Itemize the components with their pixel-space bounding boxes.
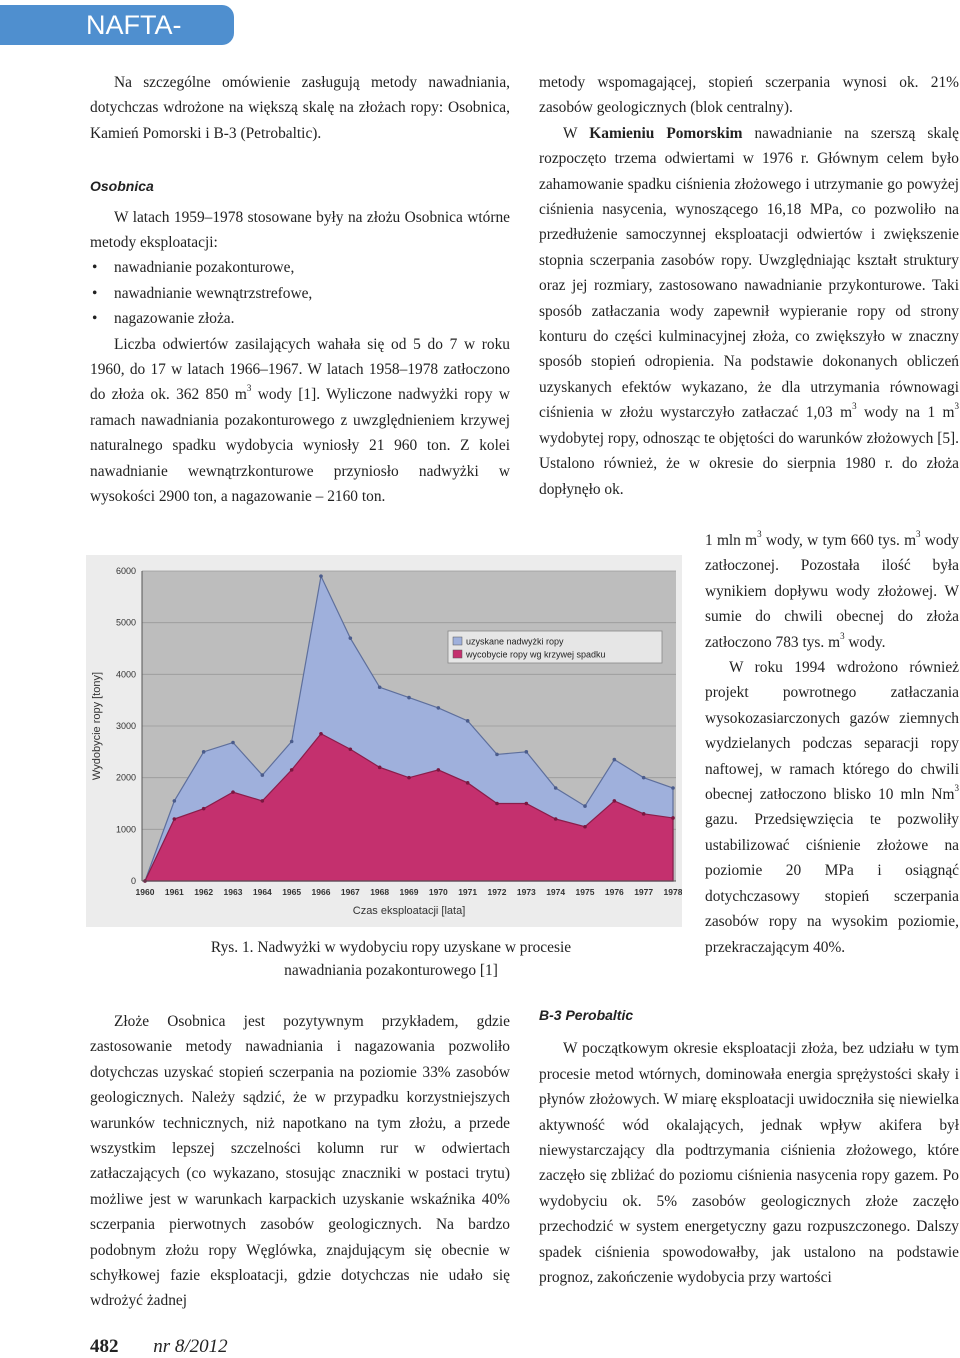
data-point: [613, 758, 617, 762]
kamien-paragraph: W Kamieniu Pomorskim nawadnianie na szerszą skalę rozpoczęto trzema odwiertami w 1976 r. Głównym celem było zahamowanie spadku ciśnienia złożowego i utrzymanie go powyżej ciśnienia nasycenia, wynoszącego 16,18 MPa, co pozwoliło na przedłużenie samoczynnej eksploatacji odwiertów i zwiększenie stopnia sczerpania zasobów ropy. Uwzględniając kształt struktury oraz jej rozmiary, zastosowano nawadnianie przykonturowe. Taki sposób zatłaczania wody zapewnił wypieranie ropy od strony konturu do części kulminacyjnej złoża, co zwiększyło w znaczny sposób stopień odropienia. Na podstawie dokonanych obliczeń uzyskanych efektów wykazano, że dla utrzymania równowagi ciśnienia w złożu wystarczyło zatłaczać 1,03 $m^3$ wody na 1 $m^3$ wydobytej ropy, odnosząc te objętości do warunków złożowych [5]. Ustalono również, że w okresie do sierpnia 1980 r. do złoża dopłynęło ok.: [539, 124, 959, 498]
data-point: [261, 773, 265, 777]
data-point: [202, 750, 206, 754]
figure-caption: [170, 936, 612, 982]
data-point: [554, 786, 558, 790]
data-point: [525, 750, 529, 754]
x-tick-label: 1963: [223, 887, 243, 897]
legend-label: uzyskane nadwyżki ropy: [466, 636, 564, 647]
x-tick-label: 1964: [252, 887, 272, 897]
x-tick-label: 1961: [164, 887, 184, 897]
x-tick-label: 1974: [546, 887, 566, 897]
data-point: [349, 636, 353, 640]
page-footer: [90, 1336, 228, 1358]
data-point: [613, 799, 617, 803]
y-tick-label: 6000: [115, 566, 136, 576]
data-point: [378, 685, 382, 689]
osobnica-summary-paragraph: Złoże Osobnica jest pozytywnym przykładem, gdzie zastosowanie metody nawadniania i nagazowania pozwoliło dotychczas uzyskać stopień sczerpania na poziomie 33% zasobów geologicznych. Należy sądzić, że w przypadku korzystniejszych warunków technicznych, niż napotkano na tym złożu, a przede wszystkim lepszej szczelności kolumn rur w odwiertach zatłaczających (co wykazano, stosując znaczniki w postaci trytu) możliwe jest w warunkach karpackich uzyskanie wskaźnika 40% sczerpania pierwotnych zasobów geologicznych. Na bardzo podobnym złożu ropy Węglówka, znajdującym się obecnie w schyłkowej fazie eksploatacji, gdzie dotychczas nie udało się wdrożyć żadnej: [90, 1013, 510, 1310]
y-tick-label: 2000: [115, 772, 136, 783]
left-column-top: [90, 70, 510, 510]
data-point: [583, 804, 587, 808]
x-tick-label: 1978: [663, 887, 682, 897]
page-number: 482: [90, 1336, 119, 1357]
right-column-narrow: [705, 528, 959, 960]
data-point: [349, 747, 353, 751]
narrow-paragraph-2: W roku 1994 wdrożono również projekt powrotnego zatłaczania wysokozasiarczonych gazów ziemnych wydzielanych podczas separacji ropy naftowej, w ramach którego do chwili obecnej zatłoczono blisko 10 mln Nm$^3$ gazu. Przedsięwzięcia te pozwoliły ustabilizować ciśnienie złożowe na poziomie 20 MPa i osiągnąć dotychczasowy stopień sczerpania zasobów ropy na wysokim poziomie, przekraczającym 40%.: [705, 659, 959, 956]
x-tick-label: 1976: [604, 887, 624, 897]
data-point: [554, 817, 558, 821]
osobnica-heading: Osobnica: [90, 178, 154, 195]
journal-header-tab: NAFTA-GAZ: [0, 5, 234, 45]
data-point: [231, 790, 235, 794]
bullet-item: • nagazowanie złoża.: [90, 306, 510, 331]
bullet-item: • nawadnianie wewnątrzstrefowe,: [90, 281, 510, 306]
right-paragraph-1: metody wspomagającej, stopień sczerpania wynosi ok. 21% zasobów geologicznych (blok centralny).: [539, 74, 959, 117]
data-point: [642, 776, 646, 780]
data-point: [261, 799, 265, 803]
narrow-paragraph-1: 1 mln $m^3$ wody, w tym 660 tys. $m^3$ wody zatłoczonej. Pozostała ilość była wynikiem dopływu wody złożowej. W sumie do chwili obecnej do złoża zatłoczono 783 tys. $m^3$ wody.: [705, 529, 959, 651]
data-point: [290, 740, 294, 744]
legend-swatch: [453, 637, 462, 645]
y-tick-label: 5000: [115, 617, 136, 628]
y-axis-label: Wydobycie ropy [tony]: [91, 671, 103, 781]
data-point: [642, 812, 646, 816]
x-tick-label: 1965: [282, 887, 302, 897]
caption-line-2: nawadniania pozakonturowego [1]: [284, 962, 498, 979]
data-point: [231, 741, 235, 745]
data-point: [466, 781, 470, 785]
x-tick-label: 1977: [634, 887, 654, 897]
osobnica-paragraph-1: W latach 1959–1978 stosowane były na złożu Osobnica wtórne metody eksploatacji:: [90, 208, 510, 252]
data-point: [437, 768, 441, 772]
b3-heading: B-3 Perobaltic: [539, 1007, 634, 1023]
y-tick-label: 0: [130, 876, 136, 886]
x-tick-label: 1973: [516, 887, 536, 897]
data-point: [671, 786, 675, 790]
bottom-right-column: [539, 1003, 959, 1290]
b3-paragraph: W początkowym okresie eksploatacji złoża, bez udziału w tym procesie metod wtórnych, dominowała energia sprężystości skały i płynów złożowych. W miarę eksploatacji uwidoczniła się niewielka aktywność wód okalających, jednak wpływ akifera był niewystarczający dla podtrzymania ciśnienia złożowego, które zaczęło się zbliżać do poziomu ciśnienia nasycenia ropy gazem. Po wydobyciu ok. 5% zasobów geologicznych złoże zaczęło przechodzić w system energetyczny gazu rozpuszczonego. Dalszy spadek ciśnienia spowodowałby, jak ustalono na podstawie prognoz, zakończenie wydobycia przy wartości: [539, 1040, 959, 1287]
data-point: [407, 696, 411, 700]
data-point: [495, 802, 499, 806]
x-tick-label: 1967: [340, 887, 360, 897]
x-axis-label: Czas eksploatacji [lata]: [352, 905, 466, 917]
data-point: [173, 799, 177, 803]
kamien-bold-term: Kamieniu Pomorskim: [589, 124, 743, 142]
x-tick-label: 1962: [194, 887, 214, 897]
data-point: [525, 802, 529, 806]
y-tick-label: 4000: [115, 669, 136, 680]
y-tick-label: 1000: [115, 824, 136, 835]
data-point: [319, 732, 323, 736]
x-tick-label: 1966: [311, 887, 331, 897]
data-point: [495, 753, 499, 757]
osobnica-paragraph-2: Liczba odwiertów zasilających wahała się od 5 do 7 w roku 1960, do 17 w latach 1966–1967. W latach 1958–1978 zatłoczono do złoża ok. 362 850 $m^3$ wody [1]. Wyliczone nadwyżki ropy w ramach nawadniania pozakonturowego z uwzględnieniem krzywej naturalnego spadku wydobycia wyniosły 21 960 ton. Z kolei nawadnianie wewnątrzkonturowe przyniosło nadwyżki w wysokości 2900 ton, a nagazowanie – 2160 ton.: [90, 335, 510, 506]
area-chart-svg: [86, 555, 682, 927]
data-point: [202, 807, 206, 811]
x-tick-label: 1969: [399, 887, 419, 897]
y-tick-label: 3000: [115, 721, 136, 731]
bullet-item: • nawadnianie pozakonturowe,: [90, 255, 510, 280]
data-point: [671, 816, 675, 820]
intro-paragraph: Na szczególne omówienie zasługują metody nawadniania, dotychczas wdrożone na większą skalę na złożach ropy: Osobnica, Kamień Pomorski i B-3 (Petrobaltic).: [90, 74, 510, 142]
x-tick-label: 1970: [428, 887, 448, 897]
x-tick-label: 1960: [135, 887, 155, 897]
data-point: [466, 719, 470, 723]
data-point: [407, 776, 411, 780]
bottom-left-column: [90, 1009, 510, 1314]
caption-line-1: Rys. 1. Nadwyżki w wydobyciu ropy uzyskane w procesie: [210, 939, 572, 956]
right-column-top: [539, 70, 959, 502]
legend-label: wycobycie ropy wg krzywej spadku: [466, 649, 606, 660]
data-point: [378, 766, 382, 770]
x-tick-label: 1968: [370, 887, 390, 897]
legend-swatch: [453, 650, 462, 658]
data-point: [319, 574, 323, 578]
data-point: [290, 768, 294, 772]
x-tick-label: 1972: [487, 887, 507, 897]
data-point: [173, 817, 177, 821]
x-tick-label: 1975: [575, 887, 595, 897]
x-tick-label: 1971: [458, 887, 478, 897]
issue-number: nr 8/2012: [153, 1336, 228, 1357]
data-point: [583, 825, 587, 829]
figure-chart: [86, 555, 682, 927]
data-point: [437, 706, 441, 710]
